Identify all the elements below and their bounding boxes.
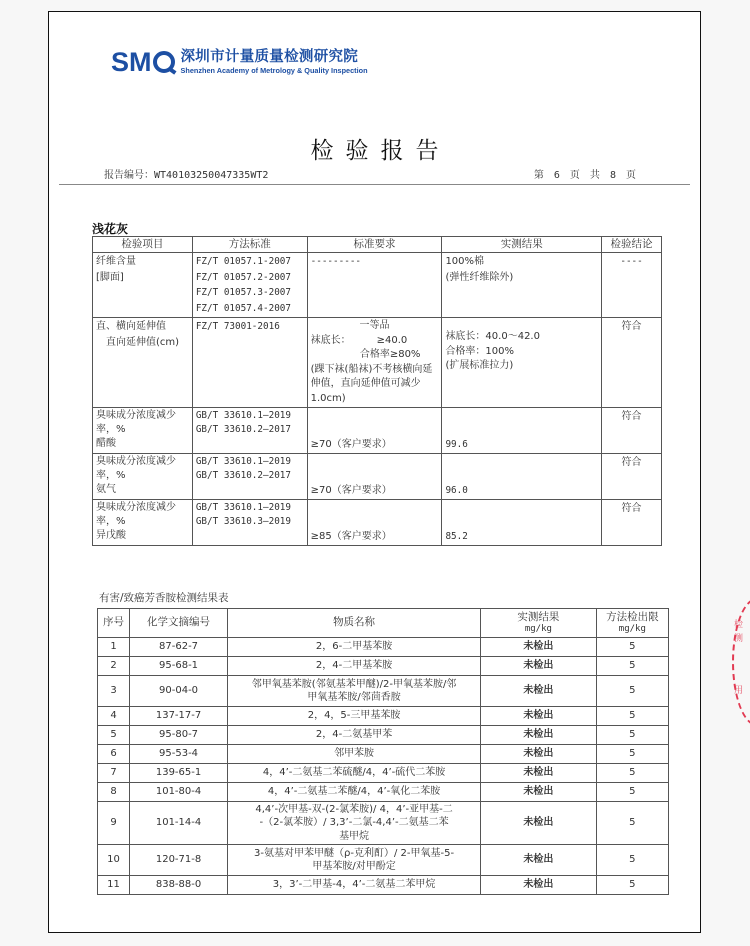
item-line: 异戊酸 (96, 530, 126, 541)
requirement-cell: --------- (307, 253, 442, 318)
seq-cell: 11 (98, 876, 130, 895)
method-line: GB/T 33610.1—2019 (195, 502, 291, 513)
org-logo (111, 47, 368, 77)
table-row (98, 802, 669, 845)
table-row (93, 408, 662, 454)
item-cell (93, 253, 193, 318)
result-cell: 未检出 (481, 802, 597, 845)
item-line: 臭味成分浓度减少 (96, 456, 176, 467)
seq-cell: 1 (98, 638, 130, 657)
table-row (98, 726, 669, 745)
conclusion-cell: 符合 (602, 454, 662, 500)
report-number-value: WT40103250047335WT2 (154, 170, 269, 181)
amine-table (97, 608, 669, 895)
substance-name-cell (228, 726, 481, 745)
table-row (93, 318, 662, 408)
method-cell (192, 253, 307, 318)
header-item: 检验项目 (93, 237, 193, 253)
substance-name-line: 4，4’-二氨基二苯醚/4，4’-氧化二苯胺 (267, 786, 441, 798)
cas-cell: 101-14-4 (130, 802, 228, 845)
cas-cell: 95-68-1 (130, 657, 228, 676)
method-cell: FZ/T 73001-2016 (192, 318, 307, 408)
table-row (98, 707, 669, 726)
header-name: 物质名称 (228, 609, 481, 638)
report-page (48, 11, 744, 933)
substance-name-line: 2，4-二氨基甲苯 (315, 729, 393, 741)
item-cell (93, 318, 193, 408)
item-cell (93, 408, 193, 454)
item-line: 率，% (96, 424, 126, 435)
item-line: 率，% (96, 516, 126, 527)
result-line: 合格率：100% (445, 345, 515, 357)
cas-cell: 90-04-0 (130, 676, 228, 707)
header-seq: 序号 (98, 609, 130, 638)
cas-cell: 137-17-7 (130, 707, 228, 726)
substance-name-cell (228, 745, 481, 764)
substance-name-cell (228, 783, 481, 802)
stamp-ring (732, 598, 750, 726)
stamp-char: 测 (734, 634, 744, 644)
cas-cell: 87-62-7 (130, 638, 228, 657)
limit-cell: 5 (596, 845, 668, 876)
seq-cell: 6 (98, 745, 130, 764)
substance-name-cell (228, 802, 481, 845)
item-line: 醋酸 (96, 438, 116, 449)
cas-cell: 101-80-4 (130, 783, 228, 802)
seq-cell: 3 (98, 676, 130, 707)
limit-cell: 5 (596, 876, 668, 895)
requirement-cell: ≥70（客户要求） (307, 454, 442, 500)
method-cell (192, 500, 307, 546)
result-cell (442, 318, 602, 408)
table-row (98, 638, 669, 657)
table-row (93, 454, 662, 500)
result-line: (扩展标准拉力) (445, 360, 514, 371)
substance-name-line: 4,4’-次甲基-双-(2-氯苯胺)/ 4，4’-亚甲基-二 (255, 803, 453, 815)
method-line: FZ/T 01057.3-2007 (195, 287, 291, 298)
conclusion-cell: ---- (602, 253, 662, 318)
stamp-char: 检 (734, 620, 744, 630)
header-limit-label: 方法检出限 (606, 610, 659, 623)
seq-cell: 10 (98, 845, 130, 876)
method-line: GB/T 33610.1—2019 (195, 410, 291, 421)
substance-name-line: 邻甲氧基苯胺(邻氨基苯甲醚)/2-甲氧基苯胺/邻 (251, 678, 457, 690)
requirement-note: (踝下袜(船袜)不考核横向延伸值，直向延伸值可减少1.0cm) (310, 363, 433, 404)
header-cas: 化学文摘编号 (130, 609, 228, 638)
substance-name-line: 甲基苯胺/对甲酚定 (312, 861, 396, 872)
table-row (98, 657, 669, 676)
limit-cell: 5 (596, 745, 668, 764)
substance-name-line: 3-氨基对甲苯甲醚（ρ-克利酊）/ 2-甲氧基-5- (254, 847, 455, 859)
table-row (98, 676, 669, 707)
substance-name-cell (228, 764, 481, 783)
substance-name-line: 2，6-二甲基苯胺 (315, 641, 393, 653)
seq-cell: 5 (98, 726, 130, 745)
requirement-length-value: ≥40.0 (376, 334, 408, 346)
header-result-unit: mg/kg (524, 624, 552, 635)
result-cell: 99.6 (442, 408, 602, 454)
inspection-table (92, 236, 662, 546)
header-divider (59, 184, 690, 185)
result-cell: 未检出 (481, 657, 597, 676)
table-row (93, 253, 662, 318)
report-number-label: 报告编号： (104, 170, 154, 181)
method-line: GB/T 33610.1—2019 (195, 456, 291, 467)
limit-cell: 5 (596, 657, 668, 676)
method-line: GB/T 33610.3—2019 (195, 516, 291, 527)
item-line: 直、横向延伸值 (96, 321, 166, 332)
amine-table-caption: 有害/致癌芳香胺检测结果表 (99, 592, 229, 604)
substance-name-line: 基甲烷 (339, 830, 370, 842)
header-result: 实测结果 (442, 237, 602, 253)
table-row (98, 745, 669, 764)
substance-name-line: 邻甲苯胺 (334, 748, 375, 760)
org-name-cn: 深圳市计量质量检测研究院 (180, 49, 359, 65)
result-cell: 未检出 (481, 845, 597, 876)
result-cell: 96.0 (442, 454, 602, 500)
seq-cell: 9 (98, 802, 130, 845)
conclusion-cell: 符合 (602, 500, 662, 546)
item-line: 臭味成分浓度减少 (96, 410, 176, 421)
result-cell: 未检出 (481, 726, 597, 745)
report-title: 检验报告 (310, 138, 451, 164)
requirement-length (311, 334, 439, 349)
requirement-cell: ≥70（客户要求） (307, 408, 442, 454)
result-cell: 未检出 (481, 745, 597, 764)
header-conclusion: 检验结论 (602, 237, 662, 253)
item-line: 氨气 (96, 484, 116, 495)
item-line: 臭味成分浓度减少 (96, 502, 176, 513)
stamp-char: 用 (734, 686, 744, 696)
cas-cell: 95-80-7 (130, 726, 228, 745)
item-line: 直向延伸值(cm) (106, 336, 180, 348)
table-header-row (98, 609, 669, 638)
requirement-grade: 一等品 (359, 320, 390, 331)
page-indicator: 第 6 页 共 8 页 (533, 170, 638, 181)
cas-cell: 95-53-4 (130, 745, 228, 764)
item-line: 率，% (96, 470, 126, 481)
method-cell (192, 454, 307, 500)
limit-cell: 5 (596, 764, 668, 783)
conclusion-cell: 符合 (602, 318, 662, 408)
requirement-length-label: 袜底长： (310, 334, 351, 346)
requirement-cell: ≥85（客户要求） (307, 500, 442, 546)
seq-cell: 7 (98, 764, 130, 783)
requirement-pass-rate: 合格率≥80% (359, 349, 421, 360)
method-line: FZ/T 01057.2-2007 (195, 271, 291, 283)
substance-name-line: 3，3’-二甲基-4，4’-二氨基二苯甲烷 (272, 879, 436, 891)
substance-name-cell (228, 876, 481, 895)
cas-cell: 838-88-0 (130, 876, 228, 895)
result-line: 100%棉 (445, 256, 485, 267)
seq-cell: 8 (98, 783, 130, 802)
limit-cell: 5 (596, 783, 668, 802)
item-line: [脚面] (96, 271, 124, 283)
limit-cell: 5 (596, 676, 668, 707)
table-row (93, 500, 662, 546)
result-cell: 未检出 (481, 638, 597, 657)
limit-cell: 5 (596, 802, 668, 845)
item-cell (93, 454, 193, 500)
table-header-row (93, 237, 662, 253)
substance-name-cell (228, 657, 481, 676)
table-row (98, 845, 669, 876)
conclusion-cell: 符合 (602, 408, 662, 454)
limit-cell: 5 (596, 707, 668, 726)
section-title: 浅花灰 (92, 222, 129, 236)
substance-name-line: 2，4，5-三甲基苯胺 (307, 710, 401, 722)
header-method: 方法标准 (192, 237, 307, 253)
method-line: GB/T 33610.2—2017 (195, 424, 291, 435)
result-line: (弹性纤维除外) (445, 271, 514, 283)
substance-name-cell (228, 638, 481, 657)
logo-q-icon (153, 51, 175, 73)
substance-name-cell (228, 845, 481, 876)
table-row (98, 764, 669, 783)
method-line: GB/T 33610.2—2017 (195, 470, 291, 481)
result-cell: 未检出 (481, 764, 597, 783)
limit-cell: 5 (596, 726, 668, 745)
smq-logo-mark: SM (111, 47, 175, 78)
requirement-cell (307, 318, 442, 408)
method-cell (192, 408, 307, 454)
substance-name-cell (228, 707, 481, 726)
cas-cell: 120-71-8 (130, 845, 228, 876)
table-row (98, 783, 669, 802)
substance-name-cell (228, 676, 481, 707)
result-line: 袜底长：40.0～42.0 (445, 331, 540, 342)
report-number (104, 166, 268, 181)
item-cell (93, 500, 193, 546)
header-requirement: 标准要求 (307, 237, 442, 253)
header-result-label: 实测结果 (517, 610, 560, 623)
substance-name-line: 甲氧基苯胺/邻茴香胺 (307, 692, 401, 703)
seq-cell: 2 (98, 657, 130, 676)
result-cell: 未检出 (481, 676, 597, 707)
item-line: 纤维含量 (96, 256, 136, 267)
header-limit (596, 609, 668, 638)
org-name-en: Shenzhen Academy of Metrology & Quality Inspection (180, 66, 368, 75)
red-seal-stamp (732, 598, 750, 728)
header-result (481, 609, 597, 638)
table-row (98, 876, 669, 895)
limit-cell: 5 (596, 638, 668, 657)
result-cell: 85.2 (442, 500, 602, 546)
method-line: FZ/T 01057.4-2007 (195, 302, 291, 314)
result-cell: 未检出 (481, 876, 597, 895)
result-cell (442, 253, 602, 318)
method-line: FZ/T 01057.1-2007 (195, 256, 291, 267)
substance-name-line: 2，4-二甲基苯胺 (315, 660, 393, 672)
result-cell: 未检出 (481, 707, 597, 726)
substance-name-line: 4，4’-二氨基二苯硫醚/4，4’-硫代二苯胺 (262, 767, 446, 779)
seq-cell: 4 (98, 707, 130, 726)
cas-cell: 139-65-1 (130, 764, 228, 783)
header-limit-unit: mg/kg (618, 624, 646, 635)
substance-name-line: -（2-氯苯胺）/ 3,3’-二氯-4,4’-二氨基二苯 (259, 817, 449, 829)
result-cell: 未检出 (481, 783, 597, 802)
